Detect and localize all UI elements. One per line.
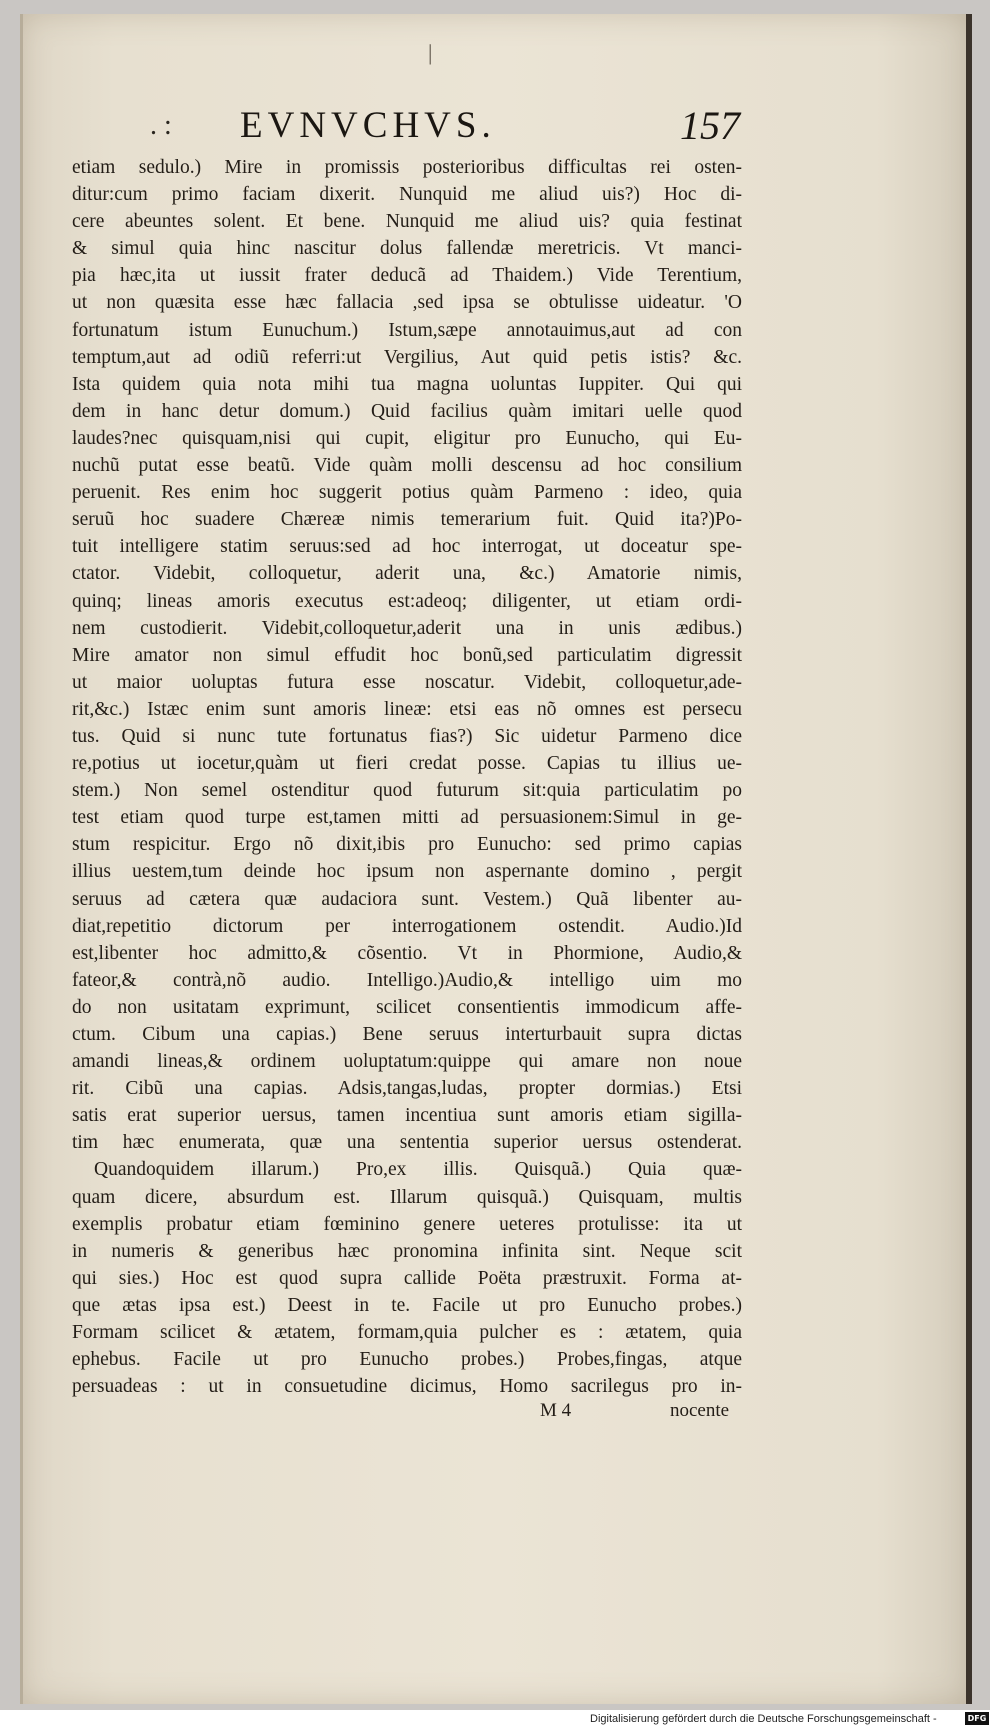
text-line: test etiam quod turpe est,tamen mitti ad persuasionem:Simul in ge- [72, 807, 742, 829]
text-line: Ista quidem quia nota mihi tua magna uoluntas Iuppiter. Qui qui [72, 373, 742, 395]
catchword-line [540, 1400, 740, 1424]
text-line: quam dicere, absurdum est. Illarum quisquã.) Quisquam, multis [72, 1186, 742, 1208]
text-line: in numeris & generibus hæc pronomina infinita sint. Neque scit [72, 1240, 742, 1262]
text-line: etiam sedulo.) Mire in promissis posterioribus difficultas rei osten- [72, 157, 742, 178]
text-line: temptum,aut ad odiũ referri:ut Vergilius, Aut quid petis istis? &c. [72, 346, 742, 368]
book-page [20, 14, 972, 1704]
text-line: seruũ hoc suadere Chæreæ nimis temerarium fuit. Quid ita?)Po- [72, 509, 742, 531]
text-line: tuit intelligere statim seruus:sed ad hoc interrogat, ut doceatur spe- [72, 536, 742, 558]
text-line: nuchũ putat esse beatũ. Vide quàm molli descensu ad hoc consilium [72, 455, 742, 477]
catchword: nocente [670, 1400, 730, 1421]
digitization-footer [590, 1710, 990, 1728]
dfg-logo: DFG [965, 1712, 989, 1725]
text-line: satis erat superior uersus, tamen incentiua sunt amoris etiam sigilla- [72, 1105, 742, 1127]
text-line: Formam scilicet & ætatem, formam,quia pulcher es : ætatem, quia [72, 1322, 742, 1344]
text-line: ctator. Videbit, colloquetur, aderit una, &c.) Amatorie nimis, [72, 563, 742, 585]
text-line: pia hæc,ita ut iussit frater deducã ad Thaidem.) Vide Terentium, [72, 265, 742, 287]
head-mark: | [428, 40, 433, 65]
text-line: tus. Quid si nunc tute fortunatus fias?) Sic uidetur Parmeno dice [72, 725, 742, 747]
text-line: ephebus. Facile ut pro Eunucho probes.) Probes,fingas, atque [72, 1349, 742, 1371]
text-line: persuadeas : ut in consuetudine dicimus, Homo sacrilegus pro in- [72, 1376, 742, 1398]
text-line: stem.) Non semel ostenditur quod futurum sit:quia particulatim po [72, 780, 742, 802]
text-line: seruus ad cætera quæ audaciora sunt. Vestem.) Quã libenter au- [72, 888, 742, 910]
head-ornament-dots: . : [150, 110, 172, 141]
text-line: ut maior uoluptas futura esse noscatur. Videbit, colloquetur,ade- [72, 671, 742, 693]
text-line: fortunatum istum Eunuchum.) Istum,sæpe annotauimus,aut ad con [72, 319, 742, 341]
text-line: ctum. Cibum una capias.) Bene seruus interturbauit supra dictas [72, 1024, 742, 1045]
text-line: ut non quæsita esse hæc fallacia ,sed ipsa se obtulisse uideatur. 'O [72, 292, 742, 314]
text-block [72, 154, 742, 1400]
running-head [120, 104, 740, 150]
text-line: illius uestem,tum deinde hoc ipsum non aspernante domino , pergit [72, 861, 742, 883]
text-line: laudes?nec quisquam,nisi qui cupit, eligitur pro Eunucho, qui Eu- [72, 427, 742, 449]
text-line: est,libenter hoc admitto,& cõsentio. Vt in Phormione, Audio,& [72, 942, 742, 964]
footer-credit: Digitalisierung gefördert durch die Deutsche Forschungsgemeinschaft - [590, 1713, 937, 1725]
text-line: stum respicitur. Ergo nõ dixit,ibis pro Eunucho: sed primo capias [72, 834, 742, 856]
text-line: amandi lineas,& ordinem uoluptatum:quippe qui amare non noue [72, 1051, 742, 1073]
page-right-edge [966, 14, 972, 1704]
text-line: peruenit. Res enim hoc suggerit potius quàm Parmeno : ideo, quia [72, 482, 742, 504]
text-line: exemplis probatur etiam fœminino genere ueteres protulisse: ita ut [72, 1213, 742, 1235]
text-line: diat,repetitio dictorum per interrogationem ostendit. Audio.)Id [72, 915, 742, 937]
text-line: & simul quia hinc nascitur dolus fallendæ meretricis. Vt manci- [72, 238, 742, 260]
text-line: do non usitatam exprimunt, scilicet consentientis immodicum affe- [72, 996, 742, 1018]
text-line: Mire amator non simul effudit hoc bonũ,sed particulatim digressit [72, 644, 742, 666]
signature-mark: M 4 [540, 1400, 572, 1421]
text-line: rit. Cibũ una capias. Adsis,tangas,ludas, propter dormias.) Etsi [72, 1078, 742, 1100]
text-line: nem custodierit. Videbit,colloquetur,aderit una in unis ædibus.) [72, 617, 742, 639]
text-line: cere abeuntes solent. Et bene. Nunquid me aliud uis? quia festinat [72, 211, 742, 233]
text-line: qui sies.) Hoc est quod supra callide Poëta præstruxit. Forma at- [72, 1267, 742, 1289]
text-line: rit,&c.) Istæc enim sunt amoris lineæ: etsi eas nõ omnes est persecu [72, 698, 742, 720]
text-line: quinq; lineas amoris executus est:adeoq; diligenter, ut etiam ordi- [72, 590, 742, 612]
text-line: tim hæc enumerata, quæ una sententia superior uersus ostenderat. [72, 1132, 742, 1154]
text-line: Quandoquidem illarum.) Pro,ex illis. Quisquã.) Quia quæ- [94, 1159, 742, 1181]
folio-number: 157 [680, 103, 740, 148]
text-line: ditur:cum primo faciam dixerit. Nunquid me aliud uis?) Hoc di- [72, 184, 742, 206]
text-line: fateor,& contrà,nõ audio. Intelligo.)Audio,& intelligo uim mo [72, 969, 742, 991]
page-left-edge [20, 14, 23, 1704]
text-line: dem in hanc detur domum.) Quid facilius quàm imitari uelle quod [72, 400, 742, 422]
text-line: re,potius ut iocetur,quàm ut fieri credat posse. Capias tu illius ue- [72, 753, 742, 775]
text-line: que ætas ipsa est.) Deest in te. Facile ut pro Eunucho probes.) [72, 1294, 742, 1316]
running-title: EVNVCHVS. [240, 105, 496, 146]
